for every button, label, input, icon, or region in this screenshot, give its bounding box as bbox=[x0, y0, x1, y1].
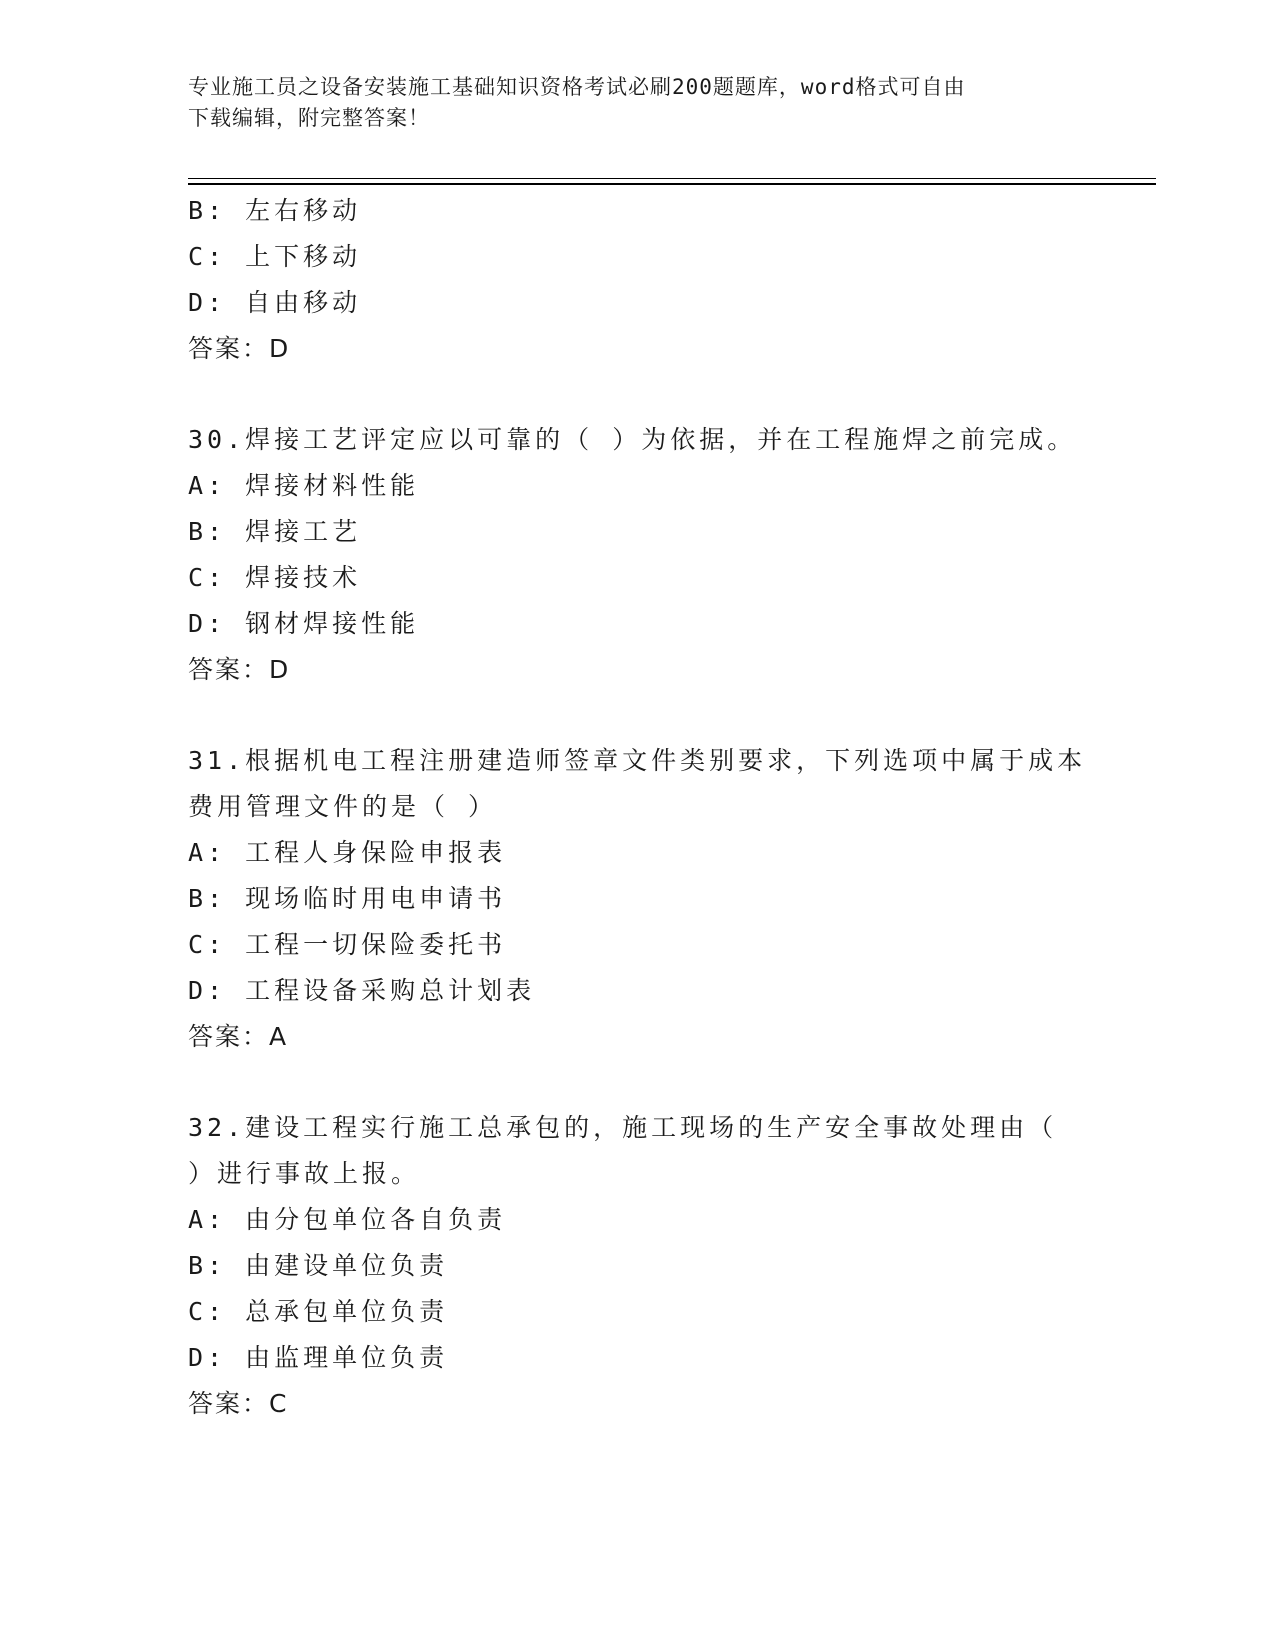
option-a: A: 由分包单位各自负责 bbox=[188, 1205, 507, 1234]
answer-line: 答案：C bbox=[188, 1389, 289, 1418]
option-b: B: 焊接工艺 bbox=[188, 517, 362, 546]
question-stem: 30.焊接工艺评定应以可靠的（ ）为依据，并在工程施焊之前完成。 bbox=[188, 425, 1077, 454]
option-b: B: 左右移动 bbox=[188, 196, 362, 225]
question-31 bbox=[188, 738, 1088, 1060]
option-d: D: 工程设备采购总计划表 bbox=[188, 976, 536, 1005]
question-stem: 31.根据机电工程注册建造师签章文件类别要求，下列选项中属于成本 bbox=[188, 746, 1087, 775]
option-c: C: 上下移动 bbox=[188, 242, 362, 271]
answer-line: 答案：A bbox=[188, 1022, 289, 1051]
header-line-2: 下载编辑，附完整答案！ bbox=[188, 106, 430, 130]
answer-line: 答案：D bbox=[188, 334, 291, 363]
question-stem: 32.建设工程实行施工总承包的，施工现场的生产安全事故处理由（ bbox=[188, 1113, 1058, 1142]
option-d: D: 钢材焊接性能 bbox=[188, 609, 420, 638]
question-30 bbox=[188, 417, 1088, 693]
option-d: D: 由监理单位负责 bbox=[188, 1343, 449, 1372]
document-body bbox=[188, 188, 1088, 1427]
option-b: B: 现场临时用电申请书 bbox=[188, 884, 507, 913]
header-line-1: 专业施工员之设备安装施工基础知识资格考试必刷200题题库，word格式可自由 bbox=[188, 75, 966, 99]
header-divider-top bbox=[188, 178, 1156, 179]
option-b: B: 由建设单位负责 bbox=[188, 1251, 449, 1280]
question-stem-continued: 费用管理文件的是（ ） bbox=[188, 792, 498, 821]
option-a: A: 焊接材料性能 bbox=[188, 471, 420, 500]
question-32 bbox=[188, 1105, 1088, 1427]
option-c: C: 总承包单位负责 bbox=[188, 1297, 449, 1326]
page-header bbox=[188, 72, 1068, 134]
question-stem-continued: ）进行事故上报。 bbox=[188, 1159, 421, 1188]
option-c: C: 工程一切保险委托书 bbox=[188, 930, 507, 959]
answer-line: 答案：D bbox=[188, 655, 291, 684]
header-divider-bottom bbox=[188, 183, 1156, 185]
option-d: D: 自由移动 bbox=[188, 288, 362, 317]
option-a: A: 工程人身保险申报表 bbox=[188, 838, 507, 867]
option-c: C: 焊接技术 bbox=[188, 563, 362, 592]
question-continued bbox=[188, 188, 1088, 372]
